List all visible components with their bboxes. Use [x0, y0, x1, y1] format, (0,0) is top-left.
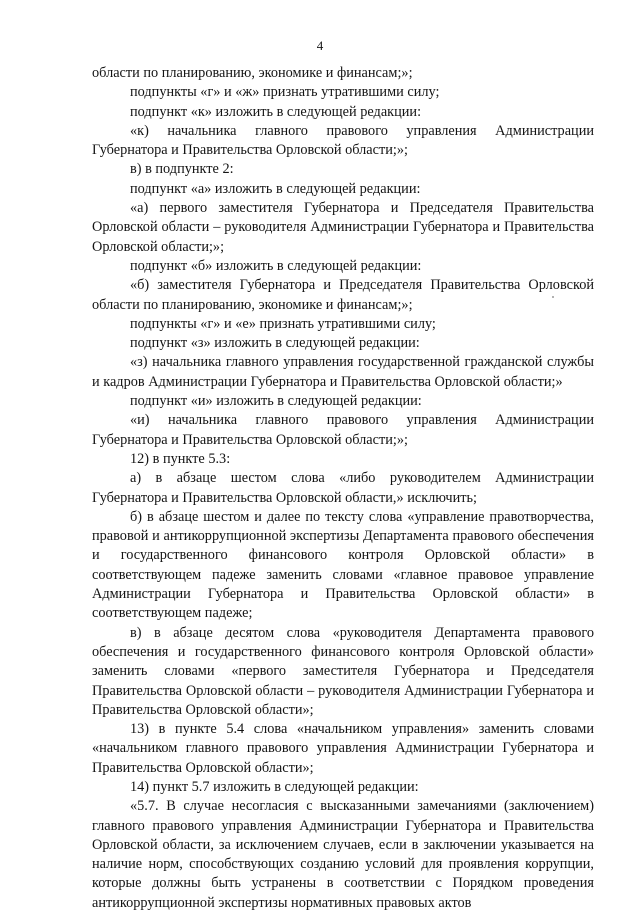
paragraph: в) в абзаце десятом слова «руководителя Департамента правового обеспечения и государственного финансового контроля Орловской области» заменить словами «первого заместителя Губернатора и Председателя Правительства Орловской области – руководителя Администрации Губернатора и Правительства Орловской области»; [92, 624, 594, 718]
scan-speck [552, 296, 554, 298]
paragraph: в) в подпункте 2: [130, 161, 234, 178]
paragraph: б) в абзаце шестом и далее по тексту слова «управление правотворчества, правовой и антикоррупционной экспертизы Департамента правового обеспечения и государственного финансового контроля Орловской области» в соответствующем падеже заменить словами «главное правовое управление Администрации Губернатора и Правительства Орловской области» в соответствующем падеже; [92, 508, 594, 622]
paragraph: «5.7. В случае несогласия с высказанными замечаниями (заключением) главного правового управления Администрации Губернатора и Правительства Орловской области, за исключением случаев, если в заключении указывается на наличие норм, способствующих созданию условий для проявления коррупции, которые должны быть устранены в соответствии с Порядком проведения антикоррупционной экспертизы нормативных правовых актов [92, 798, 594, 911]
paragraph: подпункты «г» и «е» признать утратившими силу; [130, 315, 436, 332]
paragraph: 13) в пункте 5.4 слова «начальником управления» заменить словами «начальником главного правового управления Администрации Губернатора и Правительства Орловской области»; [92, 721, 594, 776]
document-body [92, 64, 594, 913]
paragraph: подпункты «г» и «ж» признать утратившими силу; [130, 84, 440, 101]
paragraph: области по планированию, экономике и финансам;»; [92, 65, 413, 81]
paragraph: 14) пункт 5.7 изложить в следующей редакции: [130, 778, 419, 795]
paragraph: подпункт «а» изложить в следующей редакции: [130, 180, 421, 197]
paragraph: «а) первого заместителя Губернатора и Председателя Правительства Орловской области – руководителя Администрации Губернатора и Правительства Орловской области;»; [92, 200, 594, 255]
paragraph: подпункт «б» изложить в следующей редакции: [130, 257, 422, 274]
paragraph: подпункт «к» изложить в следующей редакции: [130, 103, 422, 120]
paragraph: «з) начальника главного управления государственной гражданской службы и кадров Администрации Губернатора и Правительства Орловской области;» [92, 354, 594, 390]
paragraph: «б) заместителя Губернатора и Председателя Правительства Орловской области по планированию, экономике и финансам;»; [92, 277, 594, 313]
paragraph: 12) в пункте 5.3: [130, 450, 231, 467]
page-number: 4 [316, 38, 324, 53]
paragraph: подпункт «з» изложить в следующей редакции: [130, 335, 420, 352]
paragraph: «и) начальника главного правового управления Администрации Губернатора и Правительства Орловской области;»; [92, 412, 594, 448]
paragraph: подпункт «и» изложить в следующей редакции: [130, 393, 422, 410]
paragraph: а) в абзаце шестом слова «либо руководителем Администрации Губернатора и Правительства Орловской области,» исключить; [92, 470, 594, 506]
paragraph: «к) начальника главного правового управления Администрации Губернатора и Правительства Орловской области;»; [92, 122, 594, 159]
